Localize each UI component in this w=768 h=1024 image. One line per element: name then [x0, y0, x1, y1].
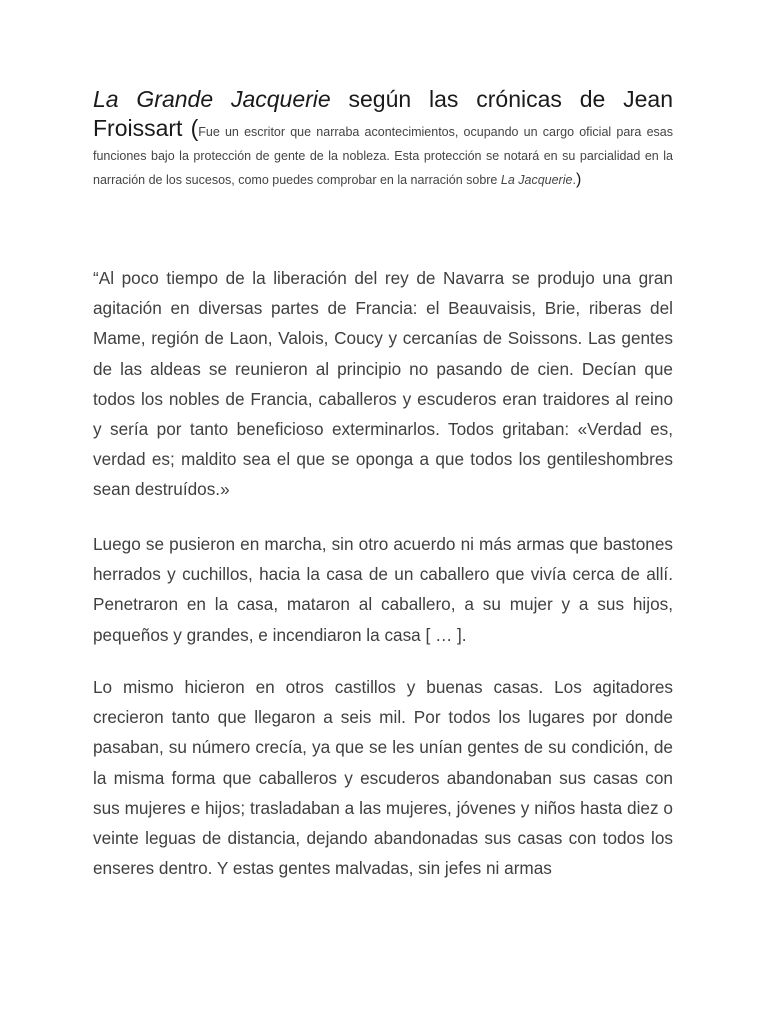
note-open: ( — [182, 115, 199, 141]
note-text: Fue un escritor que narraba acontecimientos, ocupando un cargo oficial para esas funciones bajo la protección de gente de la nobleza. Esta protección se notará en su parcialidad en la narración de los sucesos, como puedes comprobar en la narración sobre — [93, 125, 673, 187]
body-paragraph-3: Lo mismo hicieron en otros castillos y buenas casas. Los agitadores crecieron tanto que llegaron a seis mil. Por todos los lugares por donde pasaban, su número crecía, ya que se les unían gentes de su condición, de la misma forma que caballeros y escuderos abandonaban sus casas con sus mujeres e hijos; trasladaban a las mujeres, jóvenes y niños hasta diez o veinte leguas de distancia, dejando abandonadas sus casas con todos los enseres dentro. Y estas gentes malvadas, sin jefes ni armas — [93, 677, 673, 879]
title-rest: según las crónicas de Jean — [330, 86, 673, 112]
document-title-line-1 — [93, 84, 673, 115]
document-title-line-2 — [93, 115, 673, 192]
note-italic: La Jacquerie — [500, 173, 573, 187]
body-paragraph-1: “Al poco tiempo de la liberación del rey de Navarra se produjo una gran agitación en diversas partes de Francia: el Beauvaisis, Brie, riberas del Mame, región de Laon, Valois, Coucy y cercanías de Soissons. Las gentes de las aldeas se reunieron al principio no pasando de cien. Decían que todos los nobles de Francia, caballeros y escuderos eran traidores al reino y sería por tanto beneficioso exterminarlos. Todos gritaban: «Verdad es, verdad es; maldito sea el que se oponga a que todos los gentileshombres sean destruídos.» — [93, 268, 673, 500]
document-page — [93, 84, 673, 879]
note-end: . — [572, 173, 576, 187]
title-line2: Froissart — [93, 115, 183, 141]
title-italic: La Grande Jacquerie — [93, 86, 331, 112]
body-paragraph-2: Luego se pusieron en marcha, sin otro acuerdo ni más armas que bastones herrados y cuchillos, hacia la casa de un caballero que vivía cerca de allí. Penetraron en la casa, mataron al caballero, a su mujer y a sus hijos, pequeños y grandes, e incendiaron la casa [ … ]. — [93, 534, 673, 645]
note-close: ) — [575, 171, 582, 188]
